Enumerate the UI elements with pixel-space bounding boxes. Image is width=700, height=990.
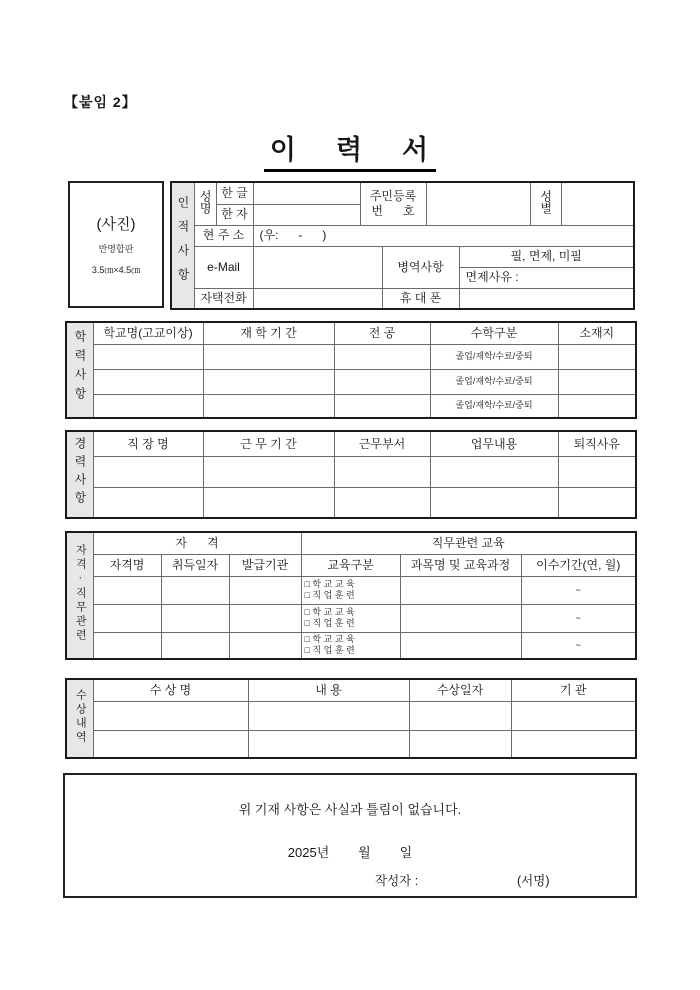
period-separator-cell: ~	[521, 576, 636, 604]
career-section-label: 경력사항	[72, 436, 87, 509]
empty-cell	[558, 456, 636, 487]
signature-note: (서명)	[517, 874, 550, 888]
name-label-cell	[194, 182, 216, 225]
awards-header-org: 기 관	[511, 679, 636, 701]
photo-caption: (사진)	[96, 216, 136, 233]
page-title: 이 력 서	[264, 128, 436, 172]
signer-label: 작성자 :	[375, 874, 419, 888]
career-section-label-cell	[66, 431, 93, 518]
military-label-cell: 병역사항	[382, 246, 459, 288]
qualification-section-label: 자격·직무관련	[74, 544, 87, 644]
empty-cell	[334, 369, 430, 394]
home-phone-value-cell	[253, 288, 382, 309]
empty-cell	[93, 456, 203, 487]
education-section-label-cell	[66, 322, 93, 418]
resident-no-label-line1: 주민등록	[369, 189, 417, 204]
edu-type-job-checkbox: □ 직 업 훈 련	[304, 645, 355, 656]
hangul-label-cell: 한 글	[216, 182, 253, 204]
empty-cell	[430, 456, 558, 487]
career-header-department: 근무부서	[334, 431, 430, 456]
awards-section-label-cell	[66, 679, 93, 758]
awards-header-name: 수 상 명	[93, 679, 248, 701]
empty-cell	[93, 701, 248, 730]
empty-cell	[203, 369, 334, 394]
awards-header-content: 내 용	[248, 679, 409, 701]
photo-size-name: 반명합판	[98, 244, 134, 254]
empty-cell	[161, 604, 229, 632]
edu-type-job-checkbox: □ 직 업 훈 련	[304, 618, 355, 628]
empty-cell	[93, 487, 203, 518]
address-label-cell: 현 주 소	[194, 225, 253, 246]
empty-cell	[93, 394, 203, 418]
hanja-name-value-cell	[253, 204, 360, 225]
home-phone-label-cell: 자택전화	[194, 288, 253, 309]
training-header-course: 과목명 및 교육과정	[400, 554, 521, 576]
education-header-status: 수학구분	[430, 322, 558, 344]
empty-cell	[334, 456, 430, 487]
training-header-type: 교육구분	[301, 554, 400, 576]
empty-cell	[400, 604, 521, 632]
empty-cell	[93, 576, 161, 604]
empty-cell	[229, 604, 301, 632]
declaration-box	[63, 773, 637, 898]
career-header-duties: 업무내용	[430, 431, 558, 456]
education-table	[65, 321, 637, 419]
hangul-name-value-cell	[253, 182, 360, 204]
hanja-label-cell: 한 자	[216, 204, 253, 225]
edu-type-school-checkbox: □ 학 교 교 육	[304, 578, 355, 589]
empty-cell	[203, 394, 334, 418]
name-label: 성명	[198, 190, 213, 215]
career-header-company: 직 장 명	[93, 431, 203, 456]
military-status-cell: 필, 면제, 미필	[459, 246, 634, 267]
empty-cell	[409, 730, 511, 758]
qualification-header-date: 취득일자	[161, 554, 229, 576]
edu-type-job-checkbox: □ 직 업 훈 련	[304, 590, 355, 600]
empty-cell	[93, 344, 203, 369]
empty-cell	[203, 487, 334, 518]
enrollment-options-cell: 졸업/재학/수료/중퇴	[430, 369, 558, 394]
qualification-header-issuer: 발급기관	[229, 554, 301, 576]
resident-no-label-cell	[360, 182, 426, 225]
empty-cell	[400, 632, 521, 659]
address-value-cell: (우: - )	[253, 225, 634, 246]
empty-cell	[161, 576, 229, 604]
education-section-label: 학력사항	[72, 330, 87, 407]
empty-cell	[334, 487, 430, 518]
job-training-group-header: 직무관련 교육	[301, 532, 636, 554]
empty-cell	[558, 394, 636, 418]
awards-table	[65, 678, 637, 759]
gender-label: 성별	[538, 190, 553, 215]
awards-section-label: 수상내역	[74, 688, 87, 745]
awards-header-date: 수상일자	[409, 679, 511, 701]
mobile-value-cell	[459, 288, 634, 309]
empty-cell	[409, 701, 511, 730]
education-header-location: 소재지	[558, 322, 636, 344]
attachment-label: 【붙임 2】	[64, 94, 137, 110]
enrollment-options-cell: 졸업/재학/수료/중퇴	[430, 344, 558, 369]
personal-info-table	[170, 181, 635, 310]
qualification-section-label-cell	[66, 532, 93, 659]
enrollment-options-cell: 졸업/재학/수료/중퇴	[430, 394, 558, 418]
email-label-cell: e-Mail	[194, 246, 253, 288]
empty-cell	[400, 576, 521, 604]
empty-cell	[229, 576, 301, 604]
photo-placeholder	[68, 181, 164, 308]
period-separator-cell: ~	[521, 604, 636, 632]
resident-no-value-cell	[426, 182, 530, 225]
empty-cell	[248, 701, 409, 730]
empty-cell	[430, 487, 558, 518]
career-header-reason: 퇴직사유	[558, 431, 636, 456]
empty-cell	[93, 632, 161, 659]
qualification-header-name: 자격명	[93, 554, 161, 576]
edu-type-cell	[301, 604, 400, 632]
personal-section-label: 인적사항	[175, 195, 190, 292]
qualification-group-header: 자 격	[93, 532, 301, 554]
empty-cell	[334, 394, 430, 418]
empty-cell	[203, 344, 334, 369]
empty-cell	[511, 701, 636, 730]
empty-cell	[248, 730, 409, 758]
empty-cell	[558, 369, 636, 394]
education-header-period: 재 학 기 간	[203, 322, 334, 344]
empty-cell	[511, 730, 636, 758]
education-header-school: 학교명(고교이상)	[93, 322, 203, 344]
declaration-date-line: 2025년 월 일	[287, 845, 413, 860]
military-exemption-cell: 면제사유 :	[459, 267, 634, 288]
mobile-label-cell: 휴 대 폰	[382, 288, 459, 309]
empty-cell	[93, 730, 248, 758]
edu-type-cell	[301, 632, 400, 659]
empty-cell	[334, 344, 430, 369]
empty-cell	[93, 369, 203, 394]
period-separator-cell: ~	[521, 632, 636, 659]
empty-cell	[229, 632, 301, 659]
qualification-table	[65, 531, 637, 660]
empty-cell	[161, 632, 229, 659]
empty-cell	[558, 344, 636, 369]
declaration-statement: 위 기재 사항은 사실과 틀림이 없습니다.	[238, 802, 462, 817]
email-value-cell	[253, 246, 382, 288]
career-table	[65, 430, 637, 519]
page-title-wrap	[0, 128, 700, 172]
photo-size-dims: 3.5㎝×4.5㎝	[91, 265, 141, 275]
empty-cell	[93, 604, 161, 632]
edu-type-school-checkbox: □ 학 교 교 육	[304, 634, 355, 644]
gender-label-cell	[530, 182, 561, 225]
empty-cell	[558, 487, 636, 518]
empty-cell	[203, 456, 334, 487]
resident-no-label-line2: 번 호	[371, 203, 415, 218]
training-header-period: 이수기간(연, 월)	[521, 554, 636, 576]
education-header-major: 전 공	[334, 322, 430, 344]
personal-section-label-cell	[171, 182, 194, 309]
gender-value-cell	[561, 182, 634, 225]
edu-type-school-checkbox: □ 학 교 교 육	[304, 606, 355, 617]
career-header-period: 근 무 기 간	[203, 431, 334, 456]
edu-type-cell	[301, 576, 400, 604]
